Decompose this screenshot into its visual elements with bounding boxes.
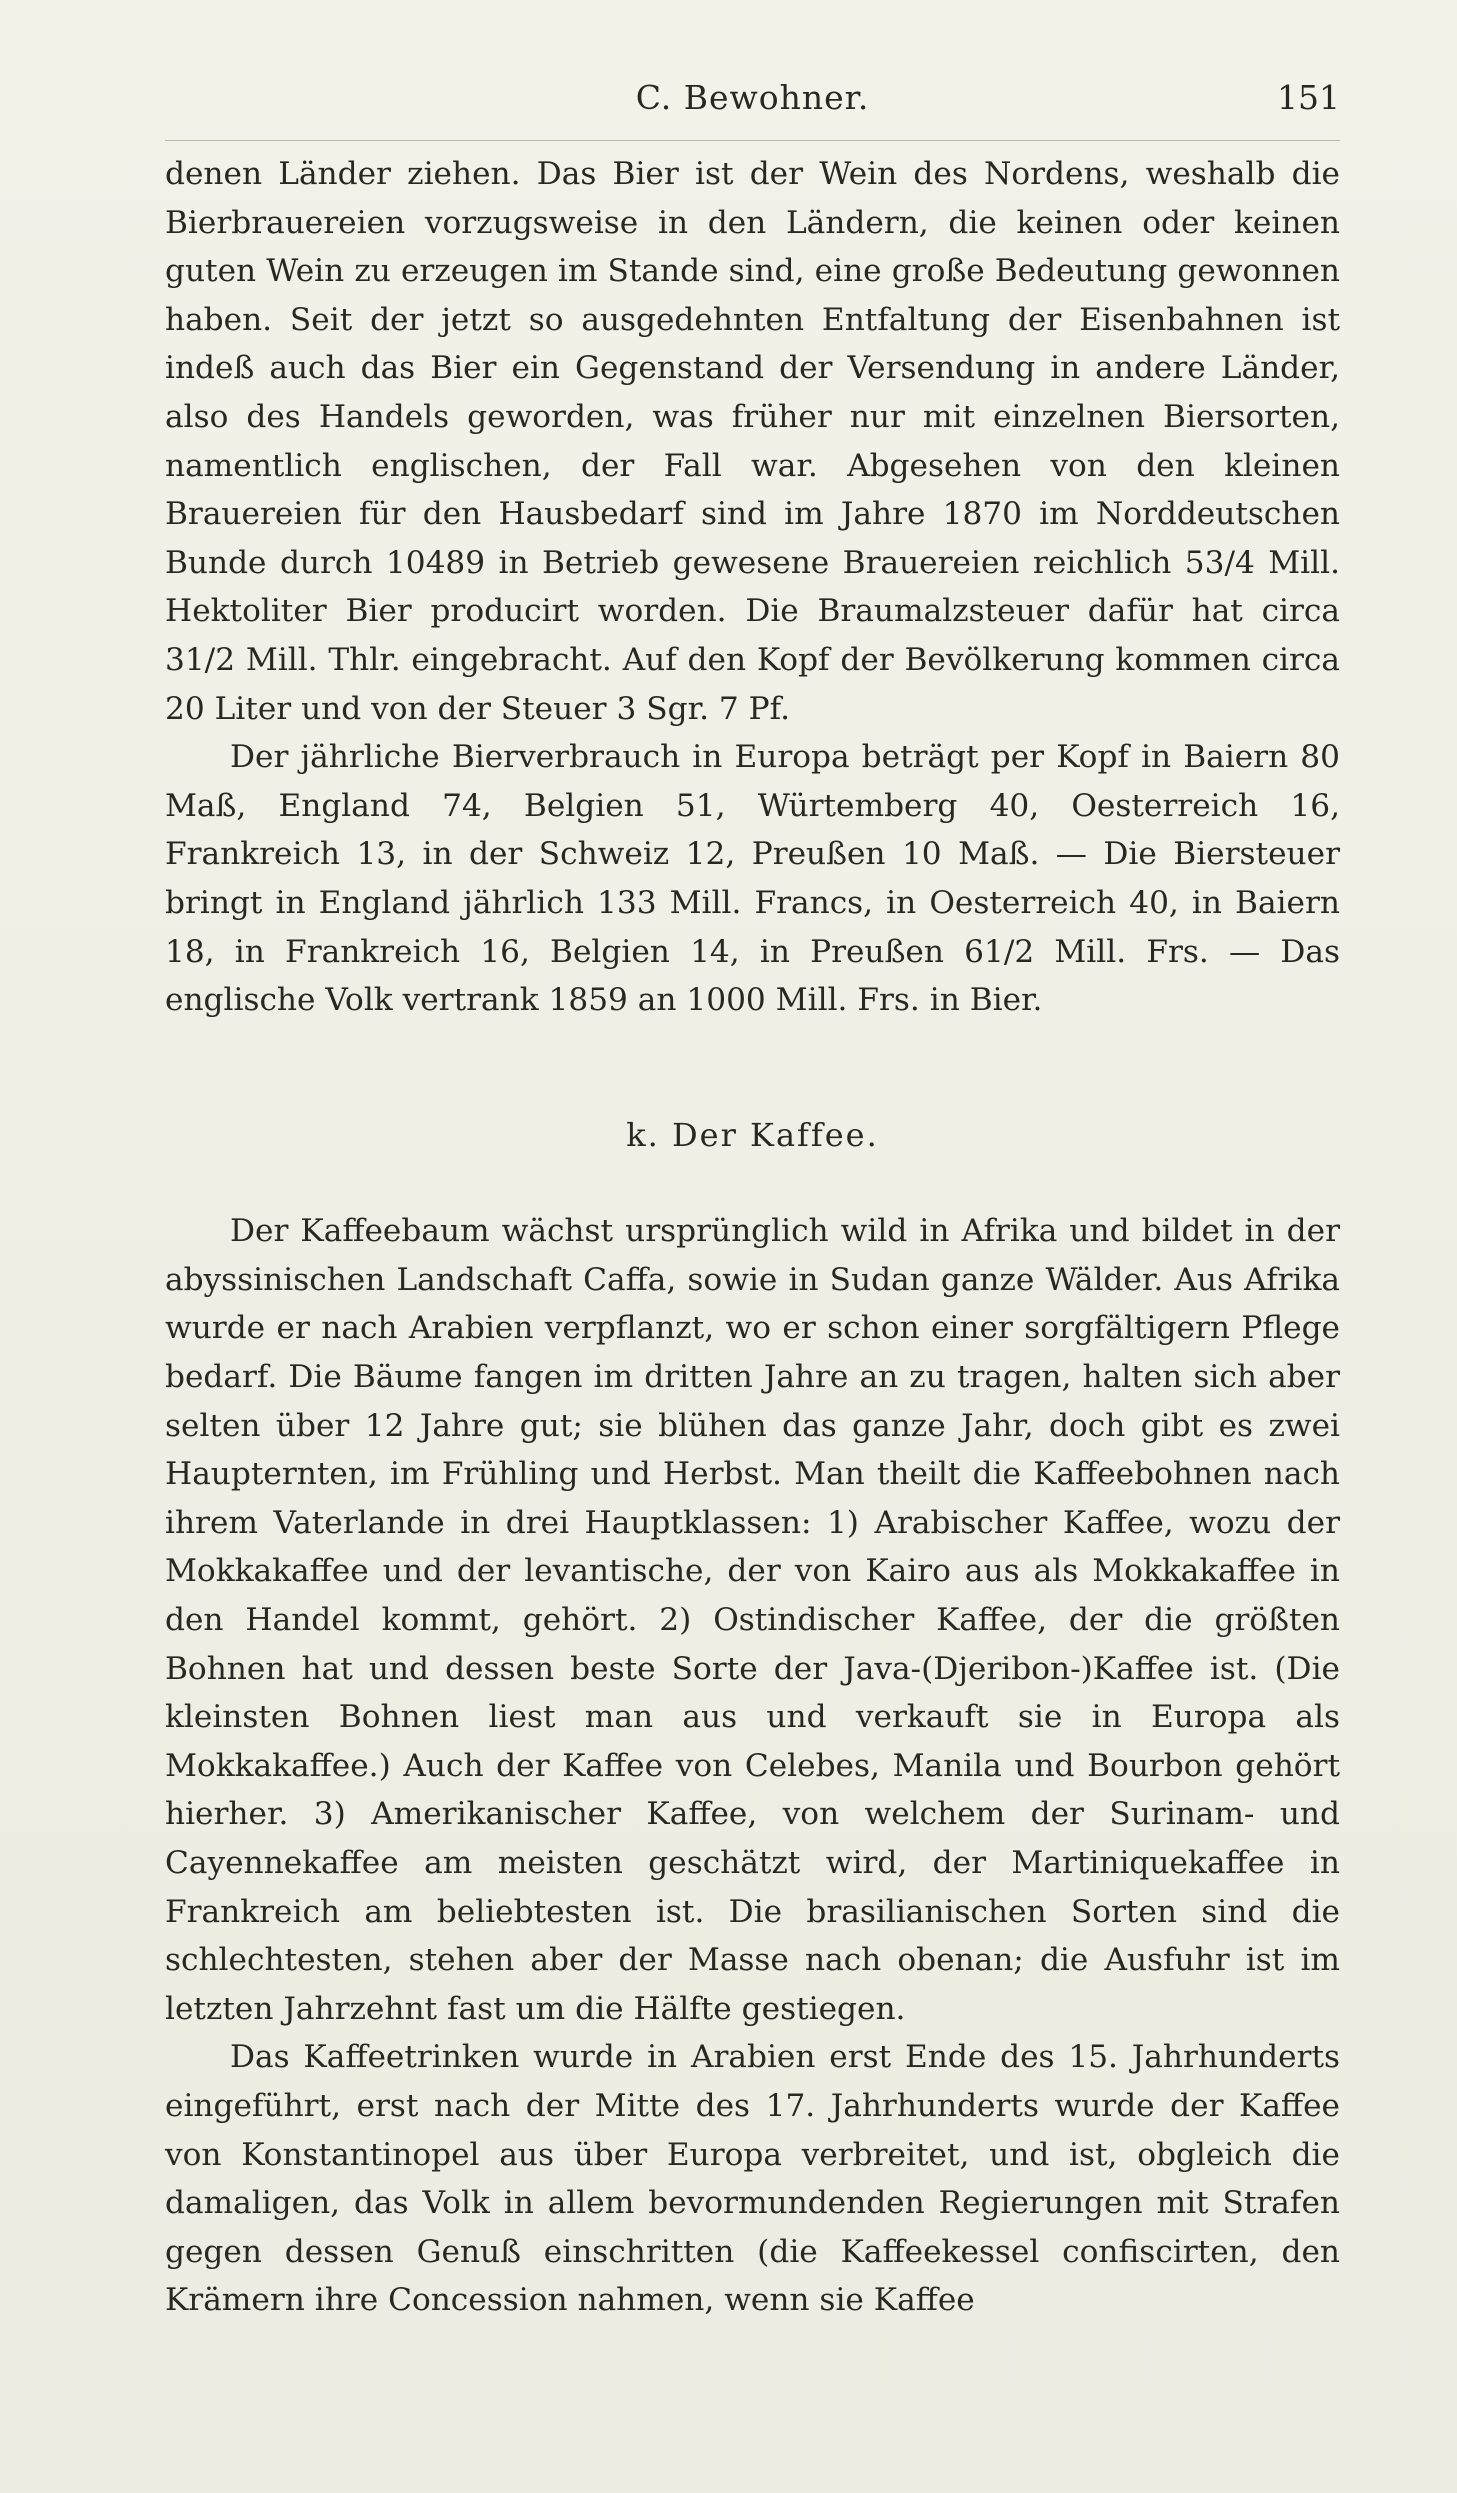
paragraph-beer-intro: denen Länder ziehen. Das Bier ist der Wein des Nordens, weshalb die Bierbrauereien vorzugsweise in den Ländern, die keinen oder keinen guten Wein zu erzeugen im Stande sind, eine große Bedeutung gewonnen haben. Seit der jetzt so ausgedehnten Entfaltung der Eisenbahnen ist indeß auch das Bier ein Gegenstand der Versendung in andere Länder, also des Handels geworden, was früher nur mit einzelnen Biersorten, namentlich englischen, der Fall war. Abgesehen von den kleinen Brauereien für den Hausbedarf sind im Jahre 1870 im Norddeutschen Bunde durch 10489 in Betrieb gewesene Brauereien reichlich 53/4 Mill. Hektoliter Bier producirt worden. Die Braumalzsteuer dafür hat circa 31/2 Mill. Thlr. eingebracht. Auf den Kopf der Bevölkerung kommen circa 20 Liter und von der Steuer 3 Sgr. 7 Pf. (165, 156, 1340, 727)
running-head: C. Bewohner. (635, 78, 870, 117)
body-text (165, 150, 1340, 2325)
page-header (165, 78, 1340, 128)
header-rule (165, 140, 1340, 141)
paragraph-beer-consumption: Der jährliche Bierverbrauch in Europa beträgt per Kopf in Baiern 80 Maß, England 74, Belgien 51, Würtemberg 40, Oesterreich 16, Frankreich 13, in der Schweiz 12, Preußen 10 Maß. — Die Biersteuer bringt in England jährlich 133 Mill. Francs, in Oesterreich 40, in Baiern 18, in Frankreich 16, Belgien 14, in Preußen 61/2 Mill. Frs. — Das englische Volk vertrank 1859 an 1000 Mill. Frs. in Bier. (165, 739, 1340, 1019)
paragraph-coffee-tree: Der Kaffeebaum wächst ursprünglich wild in Afrika und bildet in der abyssinischen Landschaft Caffa, sowie in Sudan ganze Wälder. Aus Afrika wurde er nach Arabien verpflanzt, wo er schon einer sorgfältigern Pflege bedarf. Die Bäume fangen im dritten Jahre an zu tragen, halten sich aber selten über 12 Jahre gut; sie blühen das ganze Jahr, doch gibt es zwei Haupternten, im Frühling und Herbst. Man theilt die Kaffeebohnen nach ihrem Vaterlande in drei Hauptklassen: 1) Arabischer Kaffee, wozu der Mokkakaffee und der levantische, der von Kairo aus als Mokkakaffee in den Handel kommt, gehört. 2) Ostindischer Kaffee, der die größten Bohnen hat und dessen beste Sorte der Java-(Djeribon-)Kaffee ist. (Die kleinsten Bohnen liest man aus und verkauft sie in Europa als Mokkakaffee.) Auch der Kaffee von Celebes, Manila und Bourbon gehört hierher. 3) Amerikanischer Kaffee, von welchem der Surinam- und Cayennekaffee am meisten geschätzt wird, der Martiniquekaffee in Frankreich am beliebtesten ist. Die brasilianischen Sorten sind die schlechtesten, stehen aber der Masse nach obenan; die Ausfuhr ist im letzten Jahrzehnt fast um die Hälfte gestiegen. (165, 1213, 1340, 2027)
section-title-coffee: k. Der Kaffee. (626, 1115, 879, 1154)
paragraph-coffee-history: Das Kaffeetrinken wurde in Arabien erst Ende des 15. Jahrhunderts eingeführt, erst nach der Mitte des 17. Jahrhunderts wurde der Kaffee von Konstantinopel aus über Europa verbreitet, und ist, obgleich die damaligen, das Volk in allem bevormundenden Regierungen mit Strafen gegen dessen Genuß einschritten (die Kaffeekessel confiscirten, den Krämern ihre Concession nahmen, wenn sie Kaffee (165, 2039, 1340, 2319)
page-number: 151 (1277, 78, 1340, 117)
